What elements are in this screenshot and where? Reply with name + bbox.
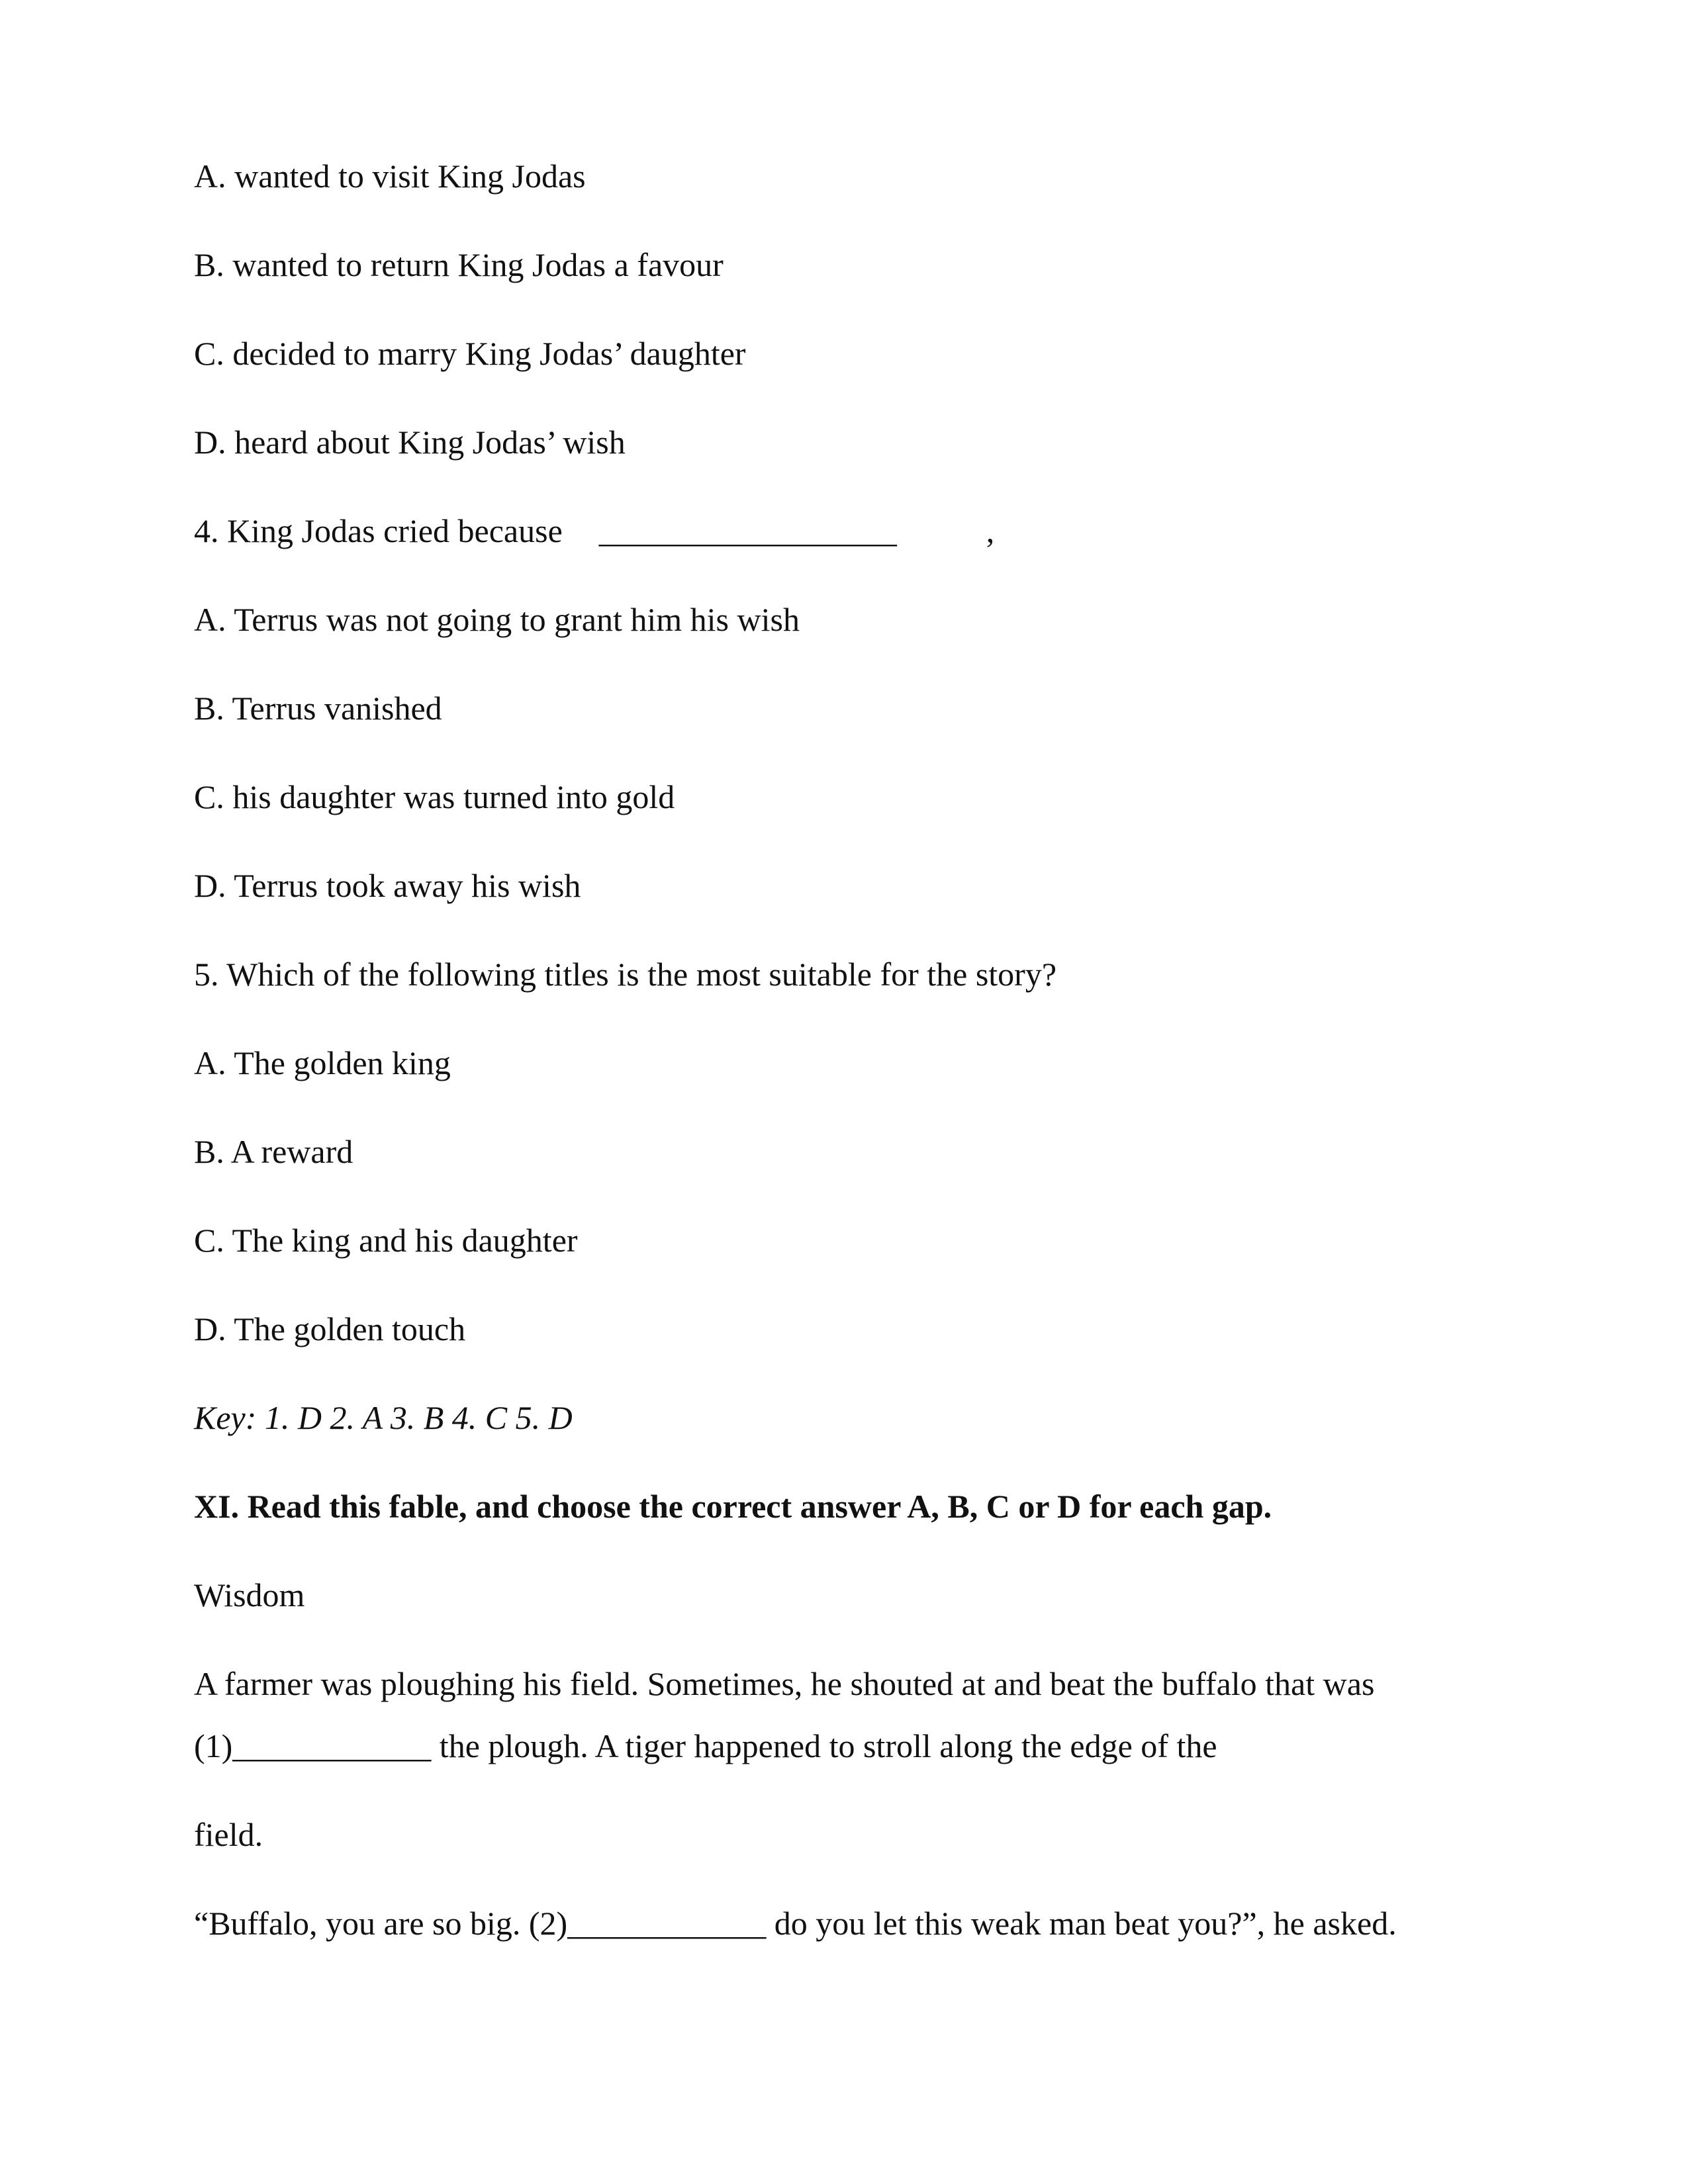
q4-stem: 4. King Jodas cried because xyxy=(194,512,563,549)
q4-question xyxy=(194,511,994,551)
q5-option-a: A. The golden king xyxy=(194,1044,451,1081)
fable-title: Wisdom xyxy=(194,1576,305,1614)
q5-option-c: C. The king and his daughter xyxy=(194,1222,578,1259)
q4-option-b: B. Terrus vanished xyxy=(194,690,442,727)
section-xi-heading: XI. Read this fable, and choose the correct answer A, B, C or D for each gap. xyxy=(194,1488,1272,1525)
q5-question: 5. Which of the following titles is the most suitable for the story? xyxy=(194,956,1057,993)
q3-option-c: C. decided to marry King Jodas’ daughter xyxy=(194,335,746,372)
q5-option-b: B. A reward xyxy=(194,1133,353,1170)
q4-option-a: A. Terrus was not going to grant him his wish xyxy=(194,601,800,638)
q5-option-d: D. The golden touch xyxy=(194,1310,466,1347)
q4-answer-blank: __________________ xyxy=(598,512,897,549)
q4-comma: , xyxy=(986,512,995,549)
q4-option-c: C. his daughter was turned into gold xyxy=(194,778,675,815)
answer-key: Key: 1. D 2. A 3. B 4. C 5. D xyxy=(194,1399,573,1436)
fable-line-3: field. xyxy=(194,1816,263,1853)
q3-option-a: A. wanted to visit King Jodas xyxy=(194,158,586,195)
fable-line-4: “Buffalo, you are so big. (2)____________ do you let this weak man beat you?”, he asked. xyxy=(194,1905,1397,1942)
fable-line-1: A farmer was ploughing his field. Sometimes, he shouted at and beat the buffalo that was xyxy=(194,1665,1375,1702)
q3-option-d: D. heard about King Jodas’ wish xyxy=(194,424,626,461)
q3-option-b: B. wanted to return King Jodas a favour xyxy=(194,246,724,283)
q4-option-d: D. Terrus took away his wish xyxy=(194,867,581,904)
fable-line-2: (1)____________ the plough. A tiger happened to stroll along the edge of the xyxy=(194,1727,1217,1764)
